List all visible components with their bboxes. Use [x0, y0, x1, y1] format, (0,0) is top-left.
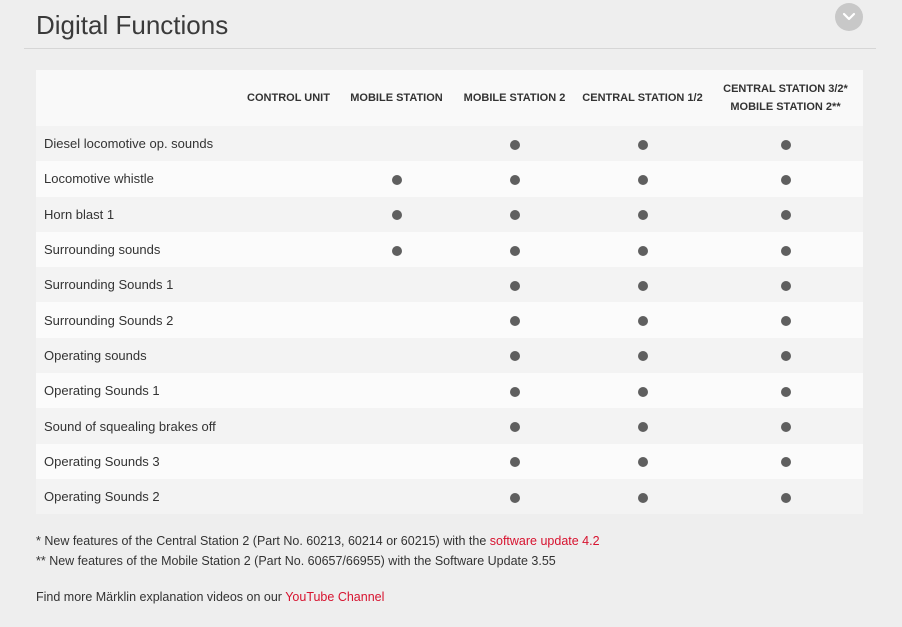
software-update-link[interactable]: software update 4.2 [489, 534, 600, 548]
header-central-station-3-2-line1: CENTRAL STATION 3/2* [723, 83, 848, 95]
support-cell [708, 232, 863, 267]
support-cell [452, 232, 577, 267]
support-cell [341, 302, 452, 337]
function-label: Operating Sounds 1 [44, 383, 160, 399]
support-cell [452, 126, 577, 161]
table-row [36, 373, 863, 408]
supported-dot-icon [392, 210, 402, 220]
support-cell [341, 232, 452, 267]
support-cell [708, 161, 863, 196]
support-cell [708, 408, 863, 443]
support-cell [452, 408, 577, 443]
supported-dot-icon [638, 387, 648, 397]
header-central-station-1-2: CENTRAL STATION 1/2 [582, 92, 703, 104]
support-cell [452, 267, 577, 302]
support-cell [708, 373, 863, 408]
supported-dot-icon [510, 281, 520, 291]
support-cell [341, 197, 452, 232]
footnote-2: ** New features of the Mobile Station 2 (Part No. 60657/66955) with the Software Update 3.55 [36, 554, 556, 568]
functions-table [36, 70, 863, 514]
supported-dot-icon [781, 316, 791, 326]
supported-dot-icon [510, 457, 520, 467]
footnote-1 [36, 531, 600, 551]
support-cell [452, 479, 577, 514]
supported-dot-icon [638, 457, 648, 467]
support-cell [452, 338, 577, 373]
table-row [36, 126, 863, 161]
supported-dot-icon [638, 210, 648, 220]
supported-dot-icon [510, 140, 520, 150]
support-cell [236, 444, 341, 479]
footnotes [36, 531, 600, 571]
support-cell [236, 373, 341, 408]
support-cell [577, 161, 708, 196]
support-cell [577, 126, 708, 161]
function-label: Operating Sounds 3 [44, 453, 160, 469]
header-central-station-3-2-line2: MOBILE STATION 2** [730, 101, 841, 113]
table-row [36, 267, 863, 302]
support-cell [341, 267, 452, 302]
table-row [36, 338, 863, 373]
function-label: Operating sounds [44, 347, 147, 363]
chevron-down-icon [842, 11, 856, 23]
support-cell [452, 302, 577, 337]
supported-dot-icon [781, 387, 791, 397]
supported-dot-icon [638, 281, 648, 291]
supported-dot-icon [638, 493, 648, 503]
header-mobile-station: MOBILE STATION [350, 92, 443, 104]
support-cell [236, 338, 341, 373]
function-label: Surrounding sounds [44, 242, 161, 258]
collapse-button[interactable] [835, 3, 863, 31]
support-cell [341, 479, 452, 514]
supported-dot-icon [781, 351, 791, 361]
support-cell [452, 444, 577, 479]
supported-dot-icon [638, 175, 648, 185]
supported-dot-icon [781, 175, 791, 185]
support-cell [341, 444, 452, 479]
supported-dot-icon [638, 246, 648, 256]
support-cell [236, 408, 341, 443]
table-row [36, 479, 863, 514]
support-cell [708, 302, 863, 337]
table-row [36, 444, 863, 479]
support-cell [708, 197, 863, 232]
supported-dot-icon [510, 422, 520, 432]
function-label: Diesel locomotive op. sounds [44, 136, 214, 152]
footnote-1-text: * New features of the Central Station 2 (Part No. 60213, 60214 or 60215) with the [36, 534, 490, 548]
supported-dot-icon [510, 387, 520, 397]
support-cell [341, 338, 452, 373]
support-cell [577, 232, 708, 267]
support-cell [236, 126, 341, 161]
youtube-channel-link[interactable]: YouTube Channel [285, 590, 385, 604]
table-header-row [36, 70, 863, 126]
support-cell [341, 373, 452, 408]
support-cell [236, 161, 341, 196]
more-videos [36, 587, 384, 607]
support-cell [341, 408, 452, 443]
support-cell [236, 267, 341, 302]
table-row [36, 408, 863, 443]
supported-dot-icon [638, 140, 648, 150]
supported-dot-icon [510, 175, 520, 185]
supported-dot-icon [638, 351, 648, 361]
supported-dot-icon [510, 351, 520, 361]
support-cell [708, 126, 863, 161]
table-row [36, 197, 863, 232]
support-cell [236, 232, 341, 267]
header-central-station-3-2 [708, 70, 863, 126]
support-cell [708, 444, 863, 479]
supported-dot-icon [510, 210, 520, 220]
supported-dot-icon [781, 246, 791, 256]
function-label: Surrounding Sounds 2 [44, 312, 174, 328]
support-cell [577, 408, 708, 443]
function-label: Surrounding Sounds 1 [44, 277, 174, 293]
support-cell [577, 302, 708, 337]
function-label: Horn blast 1 [44, 206, 115, 222]
support-cell [577, 197, 708, 232]
header-function [36, 70, 236, 126]
support-cell [577, 373, 708, 408]
support-cell [577, 267, 708, 302]
support-cell [577, 444, 708, 479]
supported-dot-icon [781, 493, 791, 503]
supported-dot-icon [638, 316, 648, 326]
supported-dot-icon [781, 281, 791, 291]
header-control-unit: CONTROL UNIT [247, 92, 330, 104]
support-cell [341, 126, 452, 161]
table-row [36, 232, 863, 267]
supported-dot-icon [510, 316, 520, 326]
header-divider [24, 48, 876, 49]
section-header [0, 0, 902, 52]
function-label: Operating Sounds 2 [44, 489, 160, 505]
supported-dot-icon [781, 422, 791, 432]
support-cell [341, 161, 452, 196]
supported-dot-icon [392, 175, 402, 185]
more-videos-text: Find more Märklin explanation videos on our [36, 590, 286, 604]
supported-dot-icon [781, 140, 791, 150]
support-cell [236, 302, 341, 337]
functions-table-container [36, 70, 863, 514]
table-row [36, 302, 863, 337]
support-cell [577, 479, 708, 514]
supported-dot-icon [392, 246, 402, 256]
supported-dot-icon [638, 422, 648, 432]
page-title: Digital Functions [36, 10, 229, 40]
supported-dot-icon [510, 246, 520, 256]
supported-dot-icon [510, 493, 520, 503]
support-cell [708, 479, 863, 514]
support-cell [708, 338, 863, 373]
support-cell [452, 373, 577, 408]
supported-dot-icon [781, 210, 791, 220]
support-cell [236, 479, 341, 514]
table-body [36, 126, 863, 514]
support-cell [452, 197, 577, 232]
supported-dot-icon [781, 457, 791, 467]
support-cell [577, 338, 708, 373]
support-cell [452, 161, 577, 196]
function-label: Sound of squealing brakes off [44, 418, 216, 434]
support-cell [236, 197, 341, 232]
support-cell [708, 267, 863, 302]
table-row [36, 161, 863, 196]
function-label: Locomotive whistle [44, 171, 154, 187]
header-mobile-station-2: MOBILE STATION 2 [463, 92, 566, 104]
